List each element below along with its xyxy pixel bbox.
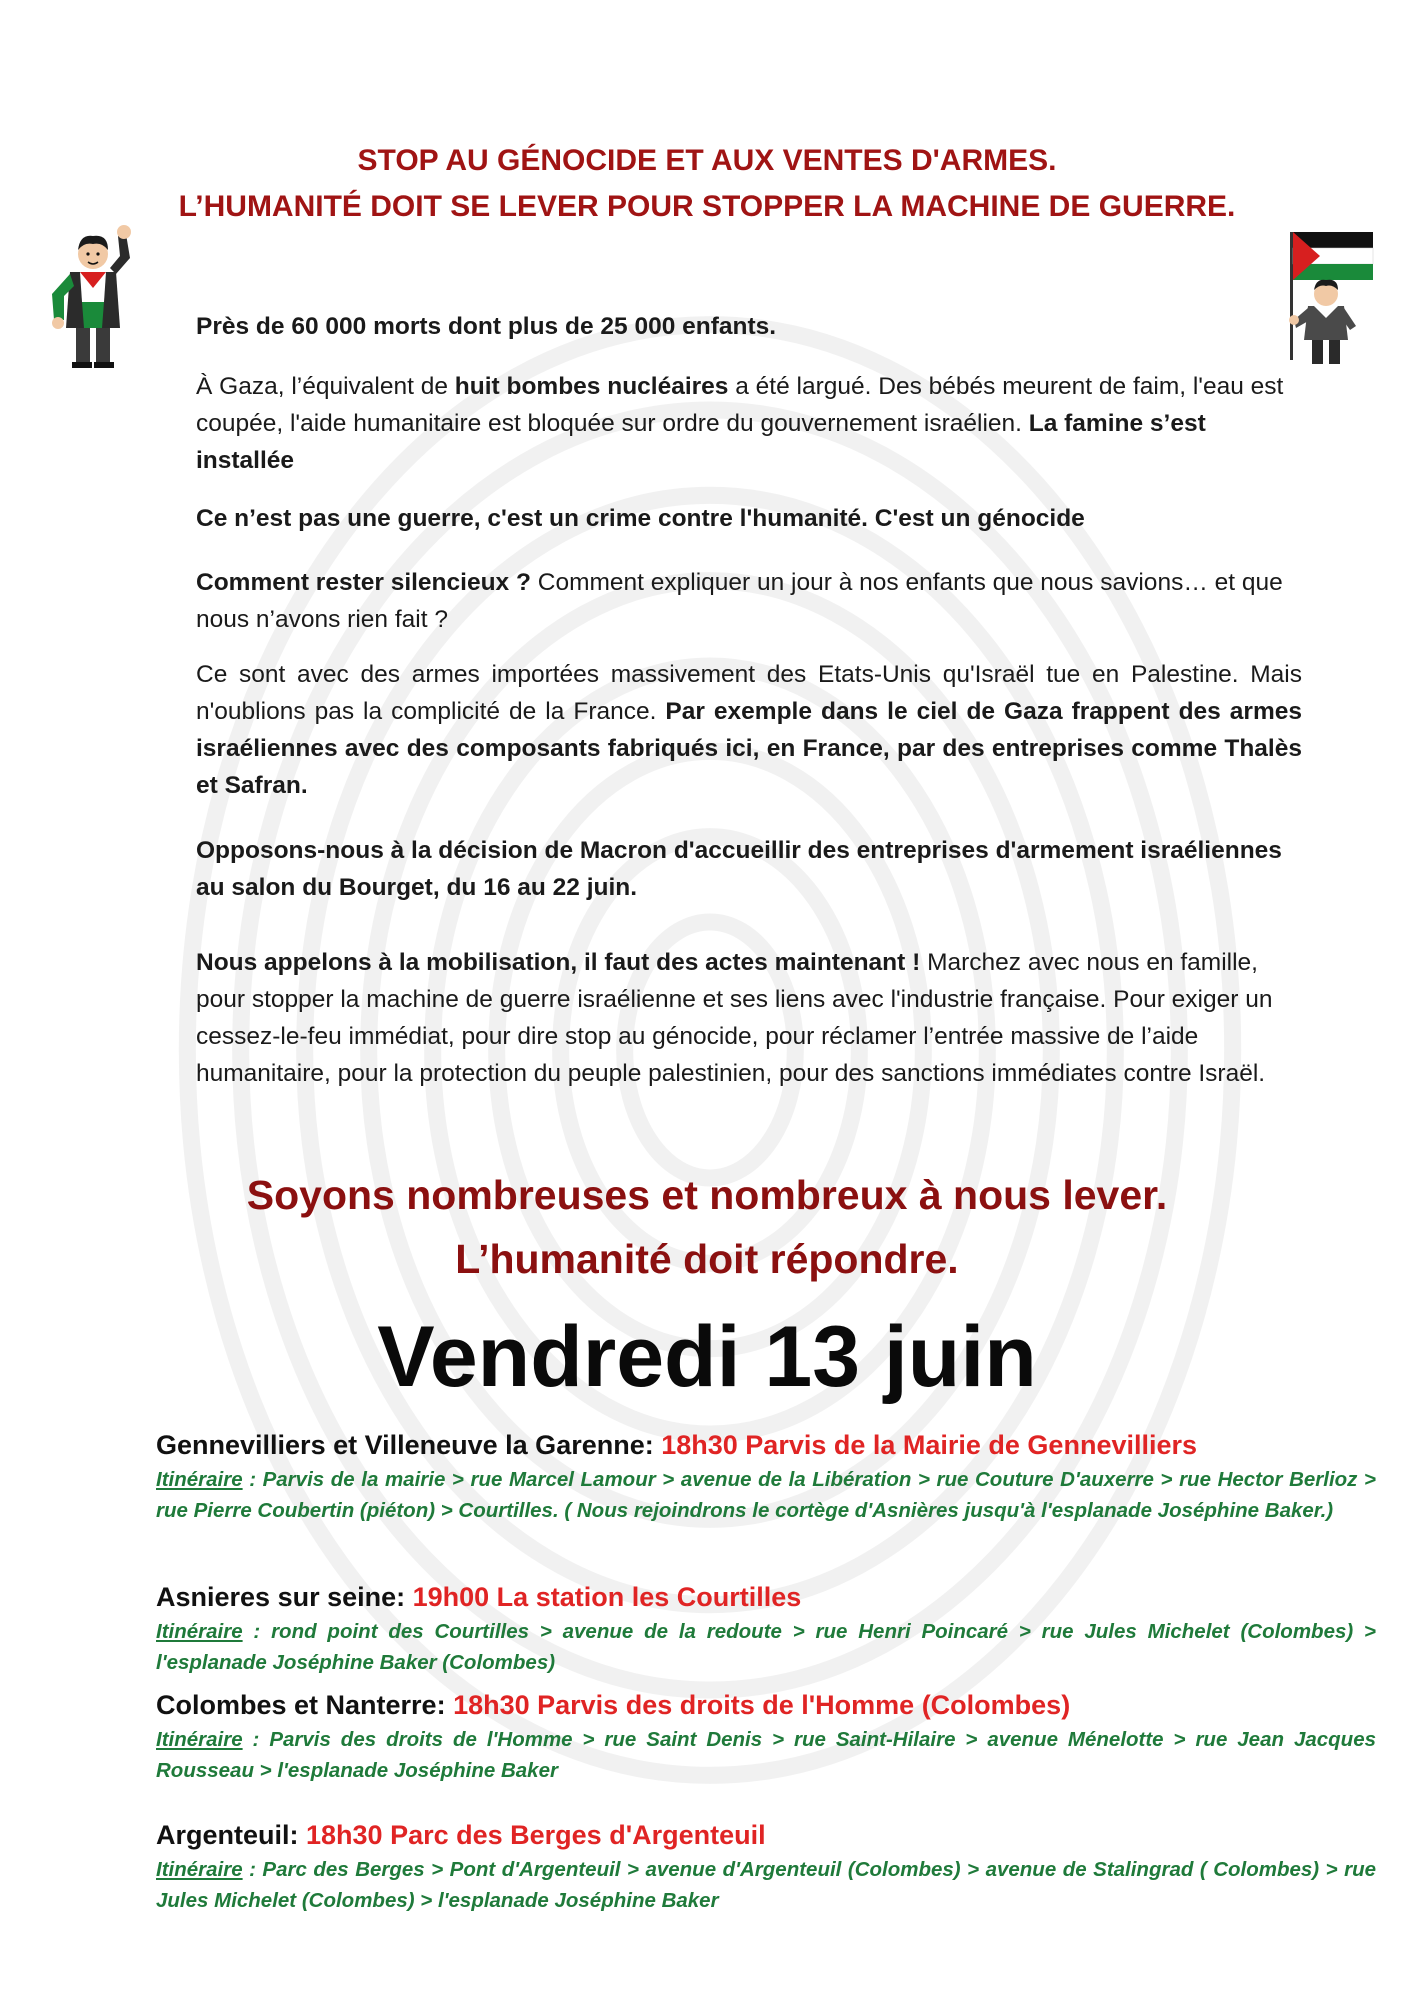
page-header bbox=[0, 138, 1414, 230]
gaza-text-a: À Gaza, l’équivalent de bbox=[196, 373, 455, 400]
event-date: Vendredi 13 juin bbox=[377, 1309, 1037, 1405]
location-place: Gennevilliers et Villeneuve la Garenne: bbox=[156, 1430, 662, 1460]
weapons-paragraph bbox=[196, 656, 1302, 804]
location-gennevilliers bbox=[156, 1426, 1376, 1526]
itinerary-label: Itinéraire bbox=[156, 1858, 243, 1881]
gaza-text-bold-bombs: huit bombes nucléaires bbox=[454, 373, 729, 400]
genocide-text: Ce n’est pas une guerre, c'est un crime contre l'humanité. C'est un génocide bbox=[196, 505, 1085, 532]
location-time: 18h30 Parc des Berges d'Argenteuil bbox=[306, 1820, 766, 1850]
silence-paragraph bbox=[196, 564, 1302, 638]
header-line-2: L’HUMANITÉ DOIT SE LEVER POUR STOPPER LA MACHINE DE GUERRE. bbox=[178, 190, 1236, 223]
location-title bbox=[156, 1426, 1376, 1464]
location-time: 18h30 Parvis des droits de l'Homme (Colombes) bbox=[453, 1690, 1071, 1720]
call-line-2: L’humanité doit répondre. bbox=[455, 1236, 959, 1282]
location-title bbox=[156, 1686, 1376, 1724]
location-itinerary bbox=[156, 1616, 1376, 1678]
location-colombes bbox=[156, 1686, 1376, 1786]
location-asnieres bbox=[156, 1578, 1376, 1678]
itinerary-route: : Parvis de la mairie > rue Marcel Lamour > avenue de la Libération > rue Couture D'auxerre > rue Hector Berlioz > rue Pierre Coubertin (piéton) > Courtilles. ( Nous rejoindrons le cortège d'Asnières jusqu'à l'esplanade Joséphine Baker.) bbox=[156, 1468, 1376, 1522]
silence-text: Comment expliquer un jour à nos enfants que nous savions… et que nous n’avons rien fait ? bbox=[196, 569, 1283, 633]
location-place: Colombes et Nanterre: bbox=[156, 1690, 454, 1720]
location-title bbox=[156, 1816, 1376, 1854]
casualty-text: Près de 60 000 morts dont plus de 25 000 enfants. bbox=[196, 313, 777, 340]
location-argenteuil bbox=[156, 1816, 1376, 1916]
location-title bbox=[156, 1578, 1376, 1616]
gaza-text-bold-famine: La famine s’est installée bbox=[196, 410, 1206, 474]
header-line-1: STOP AU GÉNOCIDE ET AUX VENTES D'ARMES. bbox=[357, 144, 1057, 177]
genocide-paragraph bbox=[196, 500, 1302, 537]
gaza-paragraph bbox=[196, 368, 1302, 479]
weapons-text: Ce sont avec des armes importées massivement des Etats-Unis qu'Israël tue en Palestine. Mais n'oublions pas la complicité de la France. bbox=[196, 661, 1302, 725]
location-itinerary bbox=[156, 1854, 1376, 1916]
itinerary-label: Itinéraire bbox=[156, 1620, 243, 1643]
mobilisation-text-bold: Nous appelons à la mobilisation, il faut des actes maintenant ! bbox=[196, 949, 921, 976]
itinerary-route: : rond point des Courtilles > avenue de la redoute > rue Henri Poincaré > rue Jules Michelet (Colombes) > l'esplanade Joséphine Baker (Colombes) bbox=[156, 1620, 1376, 1674]
itinerary-route: : Parvis des droits de l'Homme > rue Saint Denis > rue Saint-Hilaire > avenue Ménelotte > rue Jean Jacques Rousseau > l'esplanade Joséphine Baker bbox=[156, 1728, 1376, 1782]
silence-text-bold: Comment rester silencieux ? bbox=[196, 569, 531, 596]
call-line-1: Soyons nombreuses et nombreux à nous lever. bbox=[246, 1172, 1168, 1218]
gaza-text-c: a été largué. Des bébés meurent de faim, l'eau est coupée, l'aide humanitaire est bloquée sur ordre du gouvernement israélien. bbox=[196, 373, 1284, 437]
location-time: 18h30 Parvis de la Mairie de Gennevilliers bbox=[661, 1430, 1198, 1460]
bourget-paragraph bbox=[196, 832, 1302, 906]
location-place: Asnieres sur seine: bbox=[156, 1582, 413, 1612]
location-time: 19h00 La station les Courtilles bbox=[412, 1582, 802, 1612]
mobilisation-text: Marchez avec nous en famille, pour stopper la machine de guerre israélienne et ses liens avec l'industrie française. Pour exiger un cessez-le-feu immédiat, pour dire stop au génocide, pour réclamer l’entrée massive de l’aide humanitaire, pour la protection du peuple palestinien, pour des sanctions immédiates contre Israël. bbox=[196, 949, 1273, 1087]
itinerary-route: : Parc des Berges > Pont d'Argenteuil > avenue d'Argenteuil (Colombes) > avenue de Stalingrad ( Colombes) > rue Jules Michelet (Colombes) > l'esplanade Joséphine Baker bbox=[156, 1858, 1376, 1912]
location-itinerary bbox=[156, 1724, 1376, 1786]
protester-with-fist-icon bbox=[46, 224, 146, 369]
mobilisation-paragraph bbox=[196, 944, 1302, 1092]
itinerary-label: Itinéraire bbox=[156, 1468, 243, 1491]
bourget-text: Opposons-nous à la décision de Macron d'accueillir des entreprises d'armement israéliennes au salon du Bourget, du 16 au 22 juin. bbox=[196, 837, 1282, 901]
casualty-paragraph bbox=[196, 308, 1302, 345]
protester-with-palestinian-flag-icon bbox=[1276, 228, 1378, 368]
weapons-text-bold: Par exemple dans le ciel de Gaza frappent des armes israéliennes avec des composants fabriqués ici, en France, par des entreprises comme Thalès et Safran. bbox=[196, 698, 1302, 799]
itinerary-label: Itinéraire bbox=[156, 1728, 243, 1751]
location-place: Argenteuil: bbox=[156, 1820, 307, 1850]
location-itinerary bbox=[156, 1464, 1376, 1526]
